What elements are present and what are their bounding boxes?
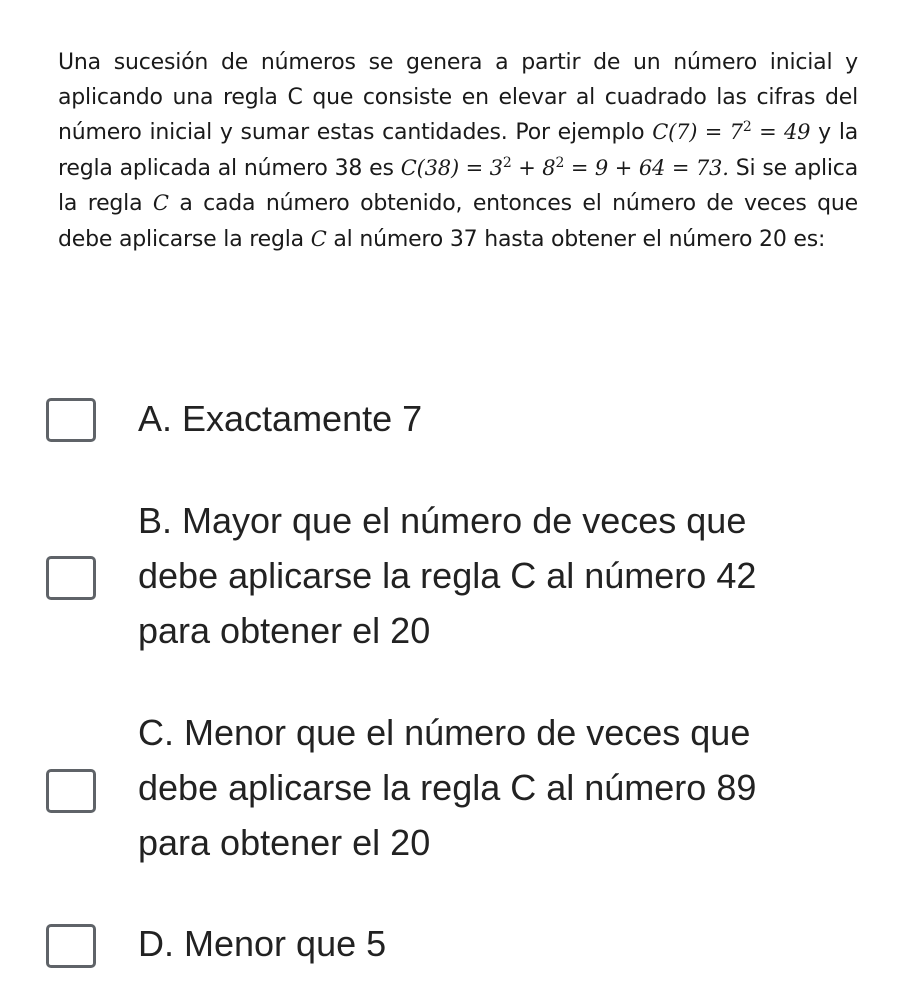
rule-symbol: C [152,191,169,215]
question-intro: Una sucesión de números se genera a partir de un número inicial y aplicando una regla C que consiste en elevar al cuadrado las cifras del número inicial y sumar estas cantidades. Por ejemplo [58,50,858,145]
question-ending: al número 37 hasta obtener el número 20 es: [333,226,826,252]
option-b-label: B. Mayor que el número de veces que debe aplicarse la regla C al número 42 para obtener el 20 [138,500,757,651]
question-text [58,46,858,257]
option-a-label: A. Exactamente 7 [138,398,423,439]
option-d-checkbox[interactable] [46,924,96,968]
rule-symbol: C [310,226,327,251]
example-formula-c38: $C(38) = 3^2 + 8^2 = 9 + 64 = 73$. [400,154,729,180]
question-between: y la regla aplicada al número 38 es [58,120,859,181]
option-c-label: C. Menor que el número de veces que debe aplicarse la regla C al número 89 para obtener el 20 [138,712,757,863]
question-after: Si se aplica la regla [58,155,858,216]
option-d-label: D. Menor que 5 [138,923,387,964]
option-a-checkbox[interactable] [46,398,96,442]
example-formula-c7: $C(7) = 7^2 = 49$ [652,119,811,144]
option-c-checkbox[interactable] [46,769,96,813]
question-middle: a cada número obtenido, entonces el número de veces que debe aplicarse la regla [58,191,858,252]
option-b-checkbox[interactable] [46,556,96,600]
